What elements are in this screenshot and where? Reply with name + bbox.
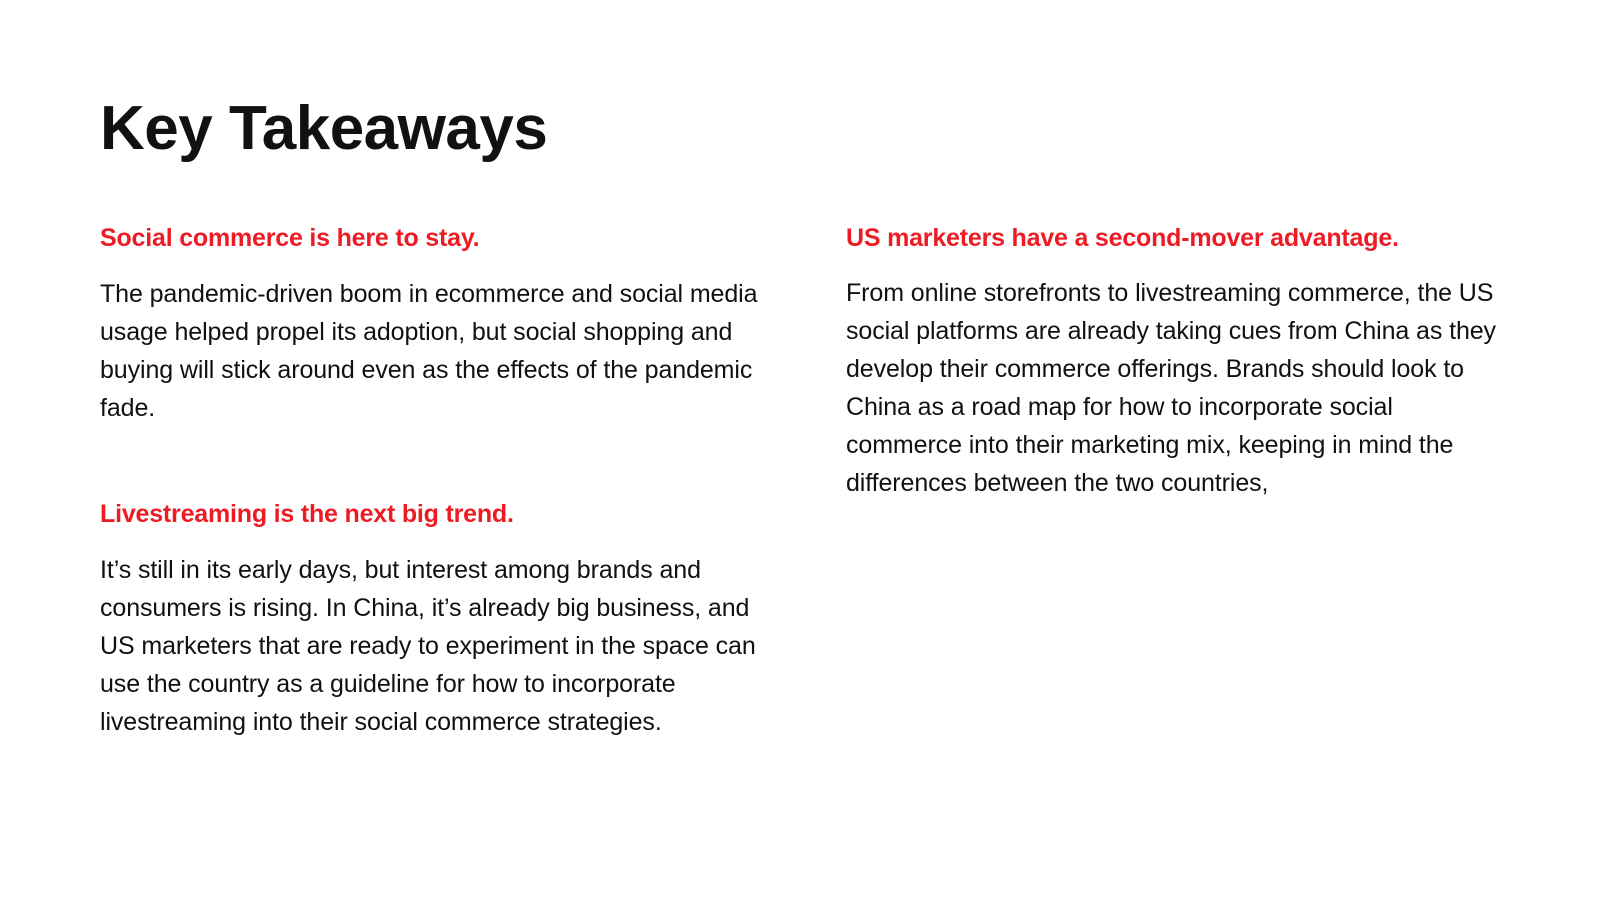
takeaways-columns [100,223,1500,741]
takeaway-heading: US marketers have a second-mover advantage. [846,224,1399,253]
takeaway-heading: Social commerce is here to stay. [100,224,480,253]
takeaway-heading: Livestreaming is the next big trend. [100,500,514,529]
takeaway-item [100,499,760,741]
takeaway-item [846,223,1506,502]
page-title: Key Takeaways [100,94,548,163]
takeaway-body: The pandemic-driven boom in ecommerce and social media usage helped propel its adoption, but social shopping and buying will stick around even as the effects of the pandemic fade. [100,280,758,423]
takeaway-body: From online storefronts to livestreaming commerce, the US social platforms are already taking cues from China as they develop their commerce offerings. Brands should look to China as a road map for how to incorporate social commerce into their marketing mix, keeping in mind the differences between the two countries, [846,279,1496,498]
takeaway-item [100,223,760,427]
column-right [846,223,1506,502]
takeaway-body: It’s still in its early days, but interest among brands and consumers is rising. In China, it’s already big business, and US marketers that are ready to experiment in the space can use the country as a guideline for how to incorporate livestreaming into their social commerce strategies. [100,556,756,737]
column-left [100,223,760,741]
